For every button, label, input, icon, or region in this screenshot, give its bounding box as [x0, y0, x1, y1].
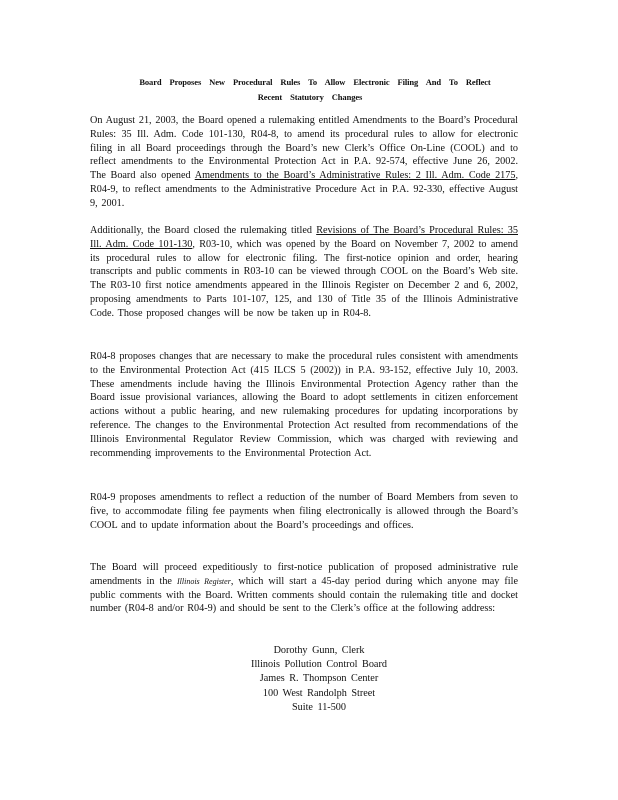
- title-line-1: Board Proposes New Procedural Rules To Allow Electronic Filing And To Reflect: [139, 77, 491, 87]
- paragraph-text: Additionally, the Board closed the rulemaking titled: [90, 225, 317, 236]
- paragraph-text: R04-9 proposes amendments to reflect a reduction of the number of Board Members from seven to five, to accommodate filing fee payments when filing electronically is allowed through the Board’s COOL and to update information about the Board’s proceedings and offices.: [90, 492, 518, 531]
- paragraph-text: , which will start a 45-day period during which anyone may file public comments with the Board. Written comments should contain the rulemaking title and docket number (R04-8 and/or R04-9) and should be sent to the Clerk’s office at the following address:: [90, 575, 518, 615]
- paragraph-text: , R03-10, which was opened by the Board on November 7, 2002 to amend its procedural rules to allow for electronic filing. The first-notice opinion and order, hearing transcripts and public comments in R03-10 can be viewed through COOL on the Board’s Web site. The R03-10 first notice amendments appeared in the Illinois Register on December 2 and 6, 2002, proposing amendments to Parts 101-107, 125, and 130 of Title 35 of the Illinois Administrative Code. Those proposed changes will be now be taken up in R04-8.: [90, 238, 518, 319]
- address-line-4: 100 West Randolph Street: [262, 687, 376, 699]
- paragraph-r03-10-closing: [90, 224, 518, 321]
- paragraph-text: , R04-9, to reflect amendments to the Administrative Procedure Act in P.A. 92-330, effective August 9, 2001.: [90, 170, 518, 209]
- illinois-register-italic: Illinois Register: [177, 576, 231, 586]
- paragraph-r04-8-proposals: [90, 350, 518, 460]
- paragraph-text: R04-8 proposes changes that are necessary to make the procedural rules consistent with amendments to the Environmental Protection Act (415 ILCS 5 (2002)) in P.A. 93-152, effective July 10, 2003. These amendments include having the Illinois Environmental Protection Agency rather than the Board issue provisional variances, allowing the Board to adopt settlements in citizen enforcement actions without a public hearing, and new rulemaking procedures for updating incorporations by reference. The changes to the Environmental Protection Act resulted from recommendations of the Illinois Environmental Regulator Review Commission, which was charged with reviewing and recommending improvements to the Environmental Protection Act.: [90, 351, 518, 459]
- paragraph-text: The Board will proceed expeditiously to first-notice publication of proposed administrative rule amendments in the: [90, 562, 518, 587]
- address-line-2: Illinois Pollution Control Board: [251, 659, 387, 671]
- address-line-5: Suite 11-500: [292, 701, 346, 713]
- paragraph-public-comments: [90, 561, 518, 616]
- mailing-address: [0, 644, 618, 715]
- address-line-1: Dorothy Gunn, Clerk: [273, 645, 365, 656]
- document-title: [0, 75, 618, 105]
- paragraph-text: On August 21, 2003, the Board opened a rulemaking entitled Amendments to the Board’s Procedural Rules: 35 Ill. Adm. Code 101-130, R04-8, to amend its procedural rules to allow for electronic filing in all Board proceedings through the Board’s new Clerk’s Office On-Line (COOL) and to reflect amendments to the Environmental Protection Act in P.A. 92-574, effective June 26, 2002. The Board also opened: [90, 115, 518, 182]
- underlined-rule-title: Revisions of The Board’s Procedural Rules: 35 Ill. Adm. Code 101-130: [90, 225, 518, 250]
- underlined-rule-title: Amendments to the Board’s Administrative Rules: 2 Ill. Adm. Code 2175: [194, 170, 516, 182]
- paragraph-r04-9-proposals: [90, 491, 518, 532]
- paragraph-r04-8-opening: [90, 114, 518, 211]
- address-line-3: James R. Thompson Center: [259, 673, 379, 685]
- title-line-2: Recent Statutory Changes: [257, 92, 363, 102]
